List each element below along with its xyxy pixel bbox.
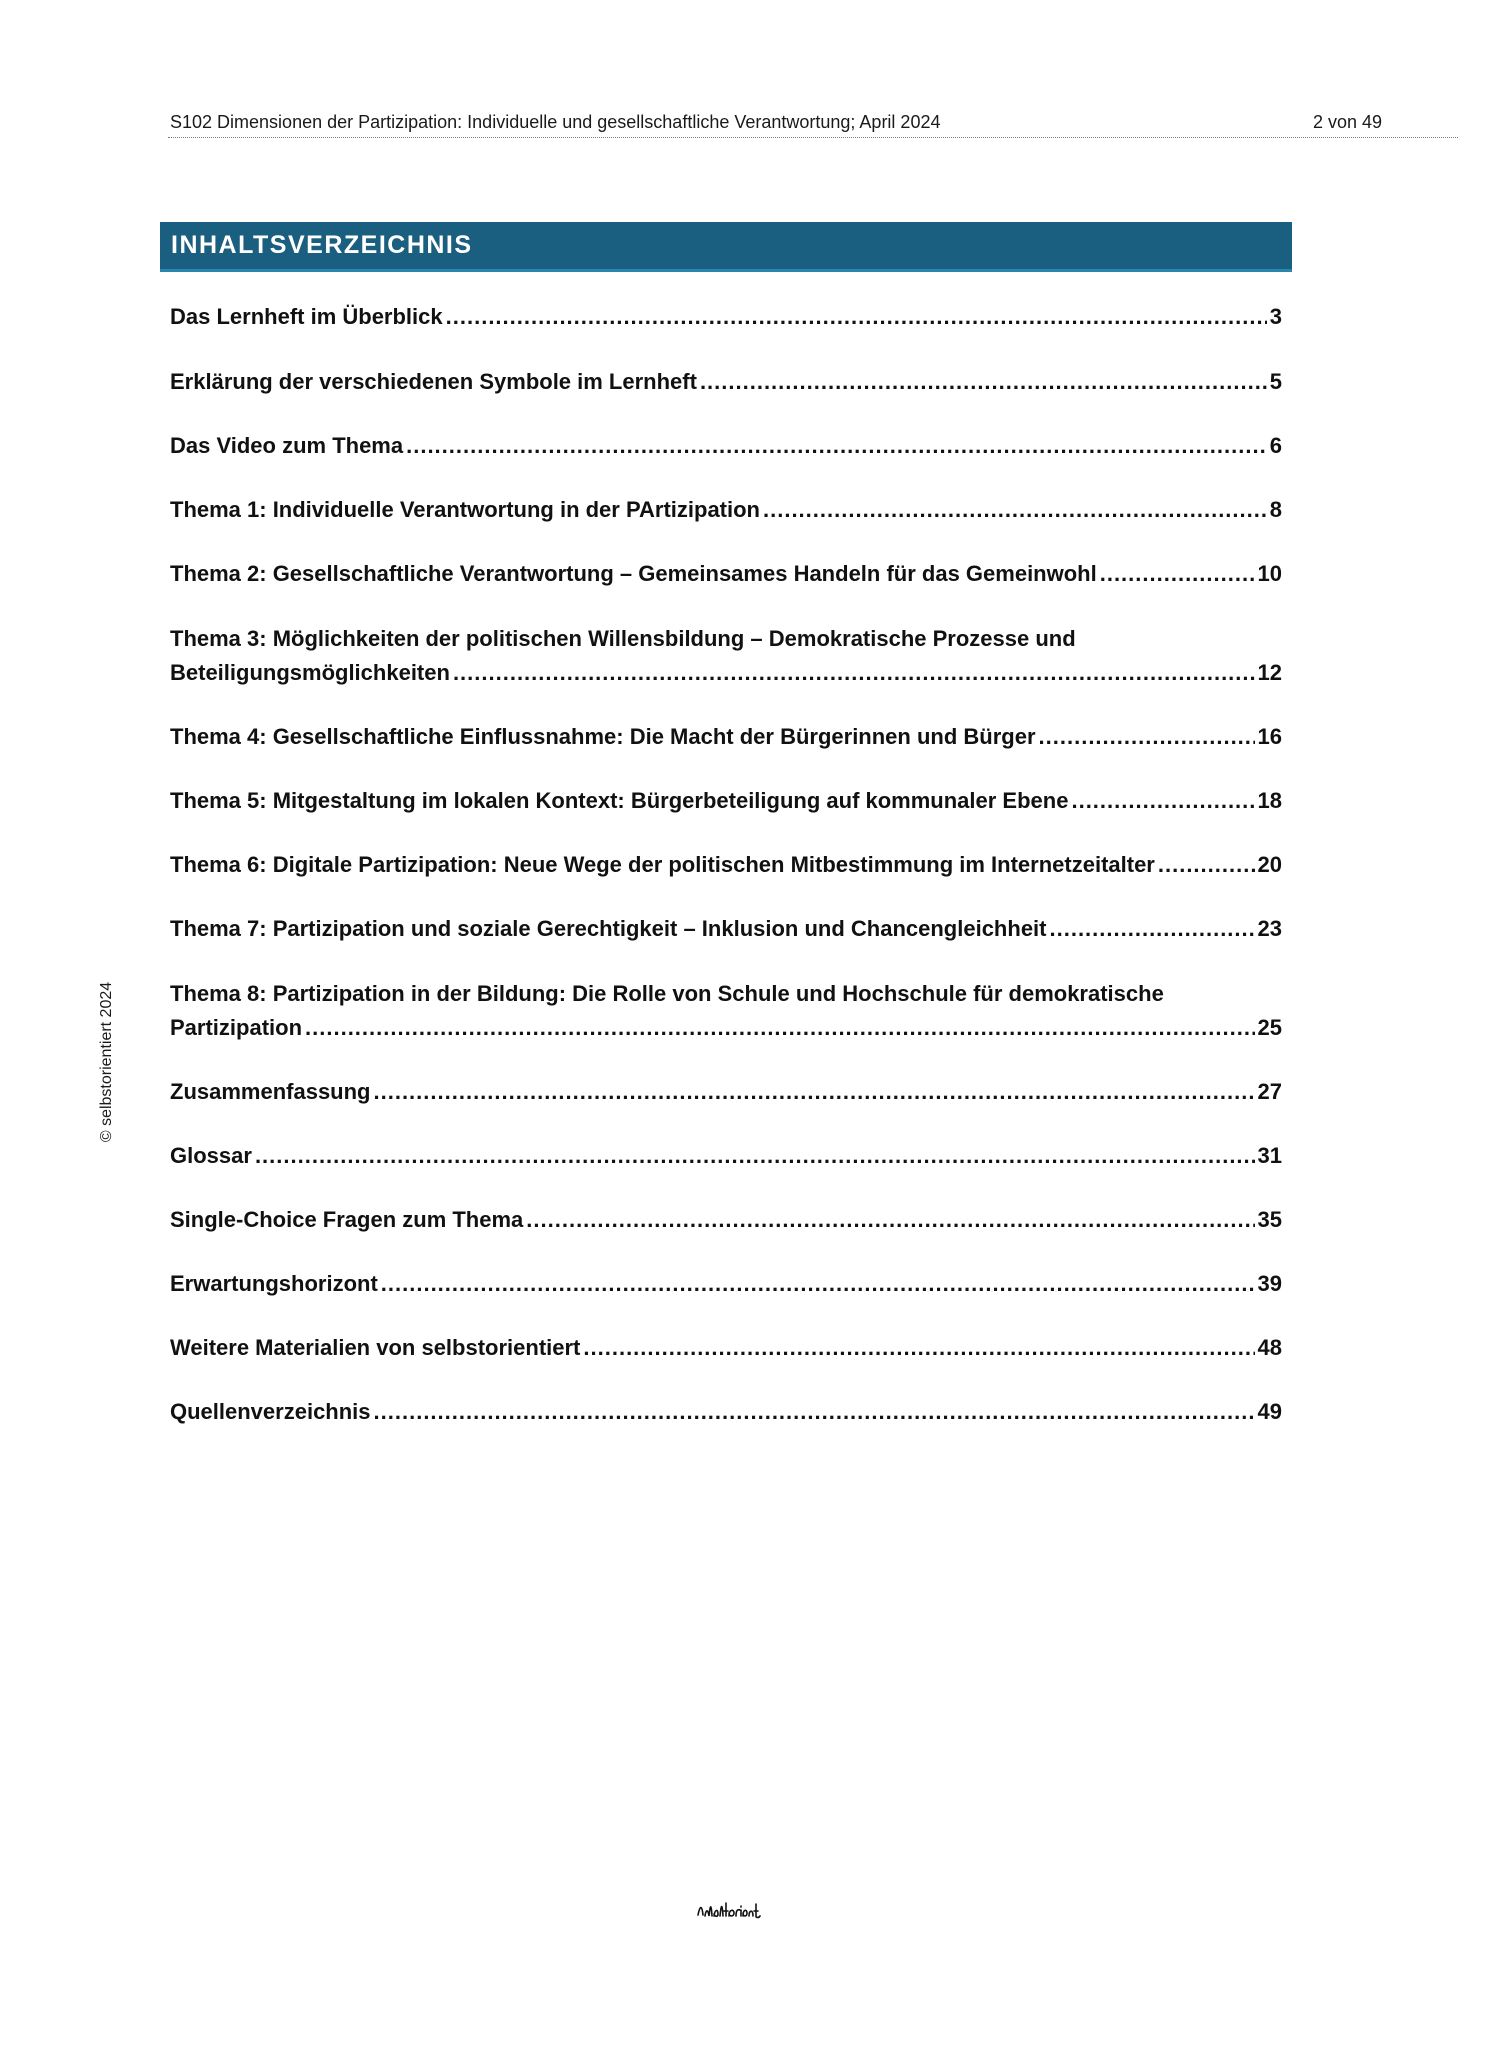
toc-entry-page: 20 [1257, 852, 1282, 877]
toc-entry[interactable] [170, 1203, 1282, 1237]
document-title: S102 Dimensionen der Partizipation: Individuelle und gesellschaftliche Verantwortung; April 2024 [170, 112, 941, 132]
toc-entry-page: 48 [1257, 1335, 1282, 1360]
toc-entry-title: Thema 2: Gesellschaftliche Verantwortung – Gemeinsames Handeln für das Gemeinwohl [170, 561, 1097, 586]
toc-entry-title: Thema 1: Individuelle Verantwortung in der PArtizipation [170, 497, 760, 522]
toc-entry-title: Beteiligungsmöglichkeiten [170, 660, 450, 685]
toc-entry-page: 16 [1257, 724, 1282, 749]
toc-entry-page: 18 [1257, 788, 1282, 813]
toc-entry-page: 5 [1269, 369, 1282, 394]
dot-leader [763, 493, 1267, 527]
toc-entry[interactable] [170, 977, 1282, 1045]
toc-entry-title: Thema 7: Partizipation und soziale Gerechtigkeit – Inklusion und Chancengleichheit [170, 916, 1047, 941]
toc-entry-title: Erklärung der verschiedenen Symbole im Lernheft [170, 369, 697, 394]
toc-entry-title-line1: Thema 3: Möglichkeiten der politischen Willensbildung – Demokratische Prozesse und [170, 626, 1076, 651]
toc-entry-title: Single-Choice Fragen zum Thema [170, 1207, 524, 1232]
toc-entry-title: Quellenverzeichnis [170, 1399, 371, 1424]
toc-entry[interactable] [170, 1075, 1282, 1109]
toc-heading: INHALTSVERZEICHNIS [160, 222, 1292, 272]
dot-leader [255, 1139, 1255, 1173]
dot-leader [453, 656, 1255, 690]
toc-entry-title: Partizipation [170, 1015, 303, 1040]
dot-leader [1158, 848, 1255, 882]
toc-entry-page: 39 [1257, 1271, 1282, 1296]
page-header [168, 109, 1458, 138]
toc-entry-page: 23 [1257, 916, 1282, 941]
toc-entry-title: Glossar [170, 1143, 252, 1168]
toc-entry-title: Das Lernheft im Überblick [170, 304, 443, 329]
toc-entry[interactable] [170, 784, 1282, 818]
toc-entry[interactable] [170, 429, 1282, 463]
toc-entry-title: Das Video zum Thema [170, 433, 404, 458]
copyright-note: © selbstorientiert 2024 [98, 981, 115, 1143]
toc-entry-page: 8 [1269, 497, 1282, 522]
toc-entry[interactable] [170, 300, 1282, 334]
toc-entry-page: 49 [1257, 1399, 1282, 1424]
toc-entry-page: 3 [1269, 304, 1282, 329]
dot-leader [305, 1011, 1255, 1045]
toc-entry-title: Thema 5: Mitgestaltung im lokalen Kontext: Bürgerbeteiligung auf kommunaler Ebene [170, 788, 1069, 813]
toc-entry-title: Erwartungshorizont [170, 1271, 378, 1296]
toc-entry-page: 27 [1257, 1079, 1282, 1104]
toc-entry-title: Thema 4: Gesellschaftliche Einflussnahme: Die Macht der Bürgerinnen und Bürger [170, 724, 1036, 749]
page-number: 2 von 49 [1313, 112, 1383, 132]
toc-entry-page: 12 [1257, 660, 1282, 685]
dot-leader [374, 1395, 1255, 1429]
toc-entry-page: 35 [1257, 1207, 1282, 1232]
toc-entry-title-line1: Thema 8: Partizipation in der Bildung: Die Rolle von Schule und Hochschule für demokratische [170, 981, 1164, 1006]
toc-entry[interactable] [170, 720, 1282, 754]
toc-entry-title: Zusammenfassung [170, 1079, 371, 1104]
dot-leader [446, 300, 1267, 334]
toc-entry[interactable] [170, 365, 1282, 399]
dot-leader [1039, 720, 1255, 754]
toc-entry-page: 6 [1269, 433, 1282, 458]
toc-entry[interactable] [170, 1395, 1282, 1429]
toc-entry-page: 31 [1257, 1143, 1282, 1168]
dot-leader [374, 1075, 1255, 1109]
toc-entry-title: Thema 6: Digitale Partizipation: Neue Wege der politischen Mitbestimmung im Internetzeitalter [170, 852, 1155, 877]
dot-leader [700, 365, 1267, 399]
toc-entry[interactable] [170, 1331, 1282, 1365]
dot-leader [1050, 912, 1255, 946]
toc-entry-page: 25 [1257, 1015, 1282, 1040]
toc-entry[interactable] [170, 622, 1282, 690]
toc-entry[interactable] [170, 493, 1282, 527]
toc-entry[interactable] [170, 912, 1282, 946]
dot-leader [526, 1203, 1254, 1237]
toc-entry[interactable] [170, 1139, 1282, 1173]
dot-leader [381, 1267, 1255, 1301]
toc-entry-page: 10 [1257, 561, 1282, 586]
dot-leader [406, 429, 1267, 463]
dot-leader [1071, 784, 1254, 818]
toc-entry[interactable] [170, 848, 1282, 882]
dot-leader [583, 1331, 1254, 1365]
toc-entry[interactable] [170, 557, 1282, 591]
toc-entry-title: Weitere Materialien von selbstorientiert [170, 1335, 581, 1360]
selbstorientiert-logo [695, 1897, 761, 1923]
dot-leader [1100, 557, 1255, 591]
toc-entry[interactable] [170, 1267, 1282, 1301]
